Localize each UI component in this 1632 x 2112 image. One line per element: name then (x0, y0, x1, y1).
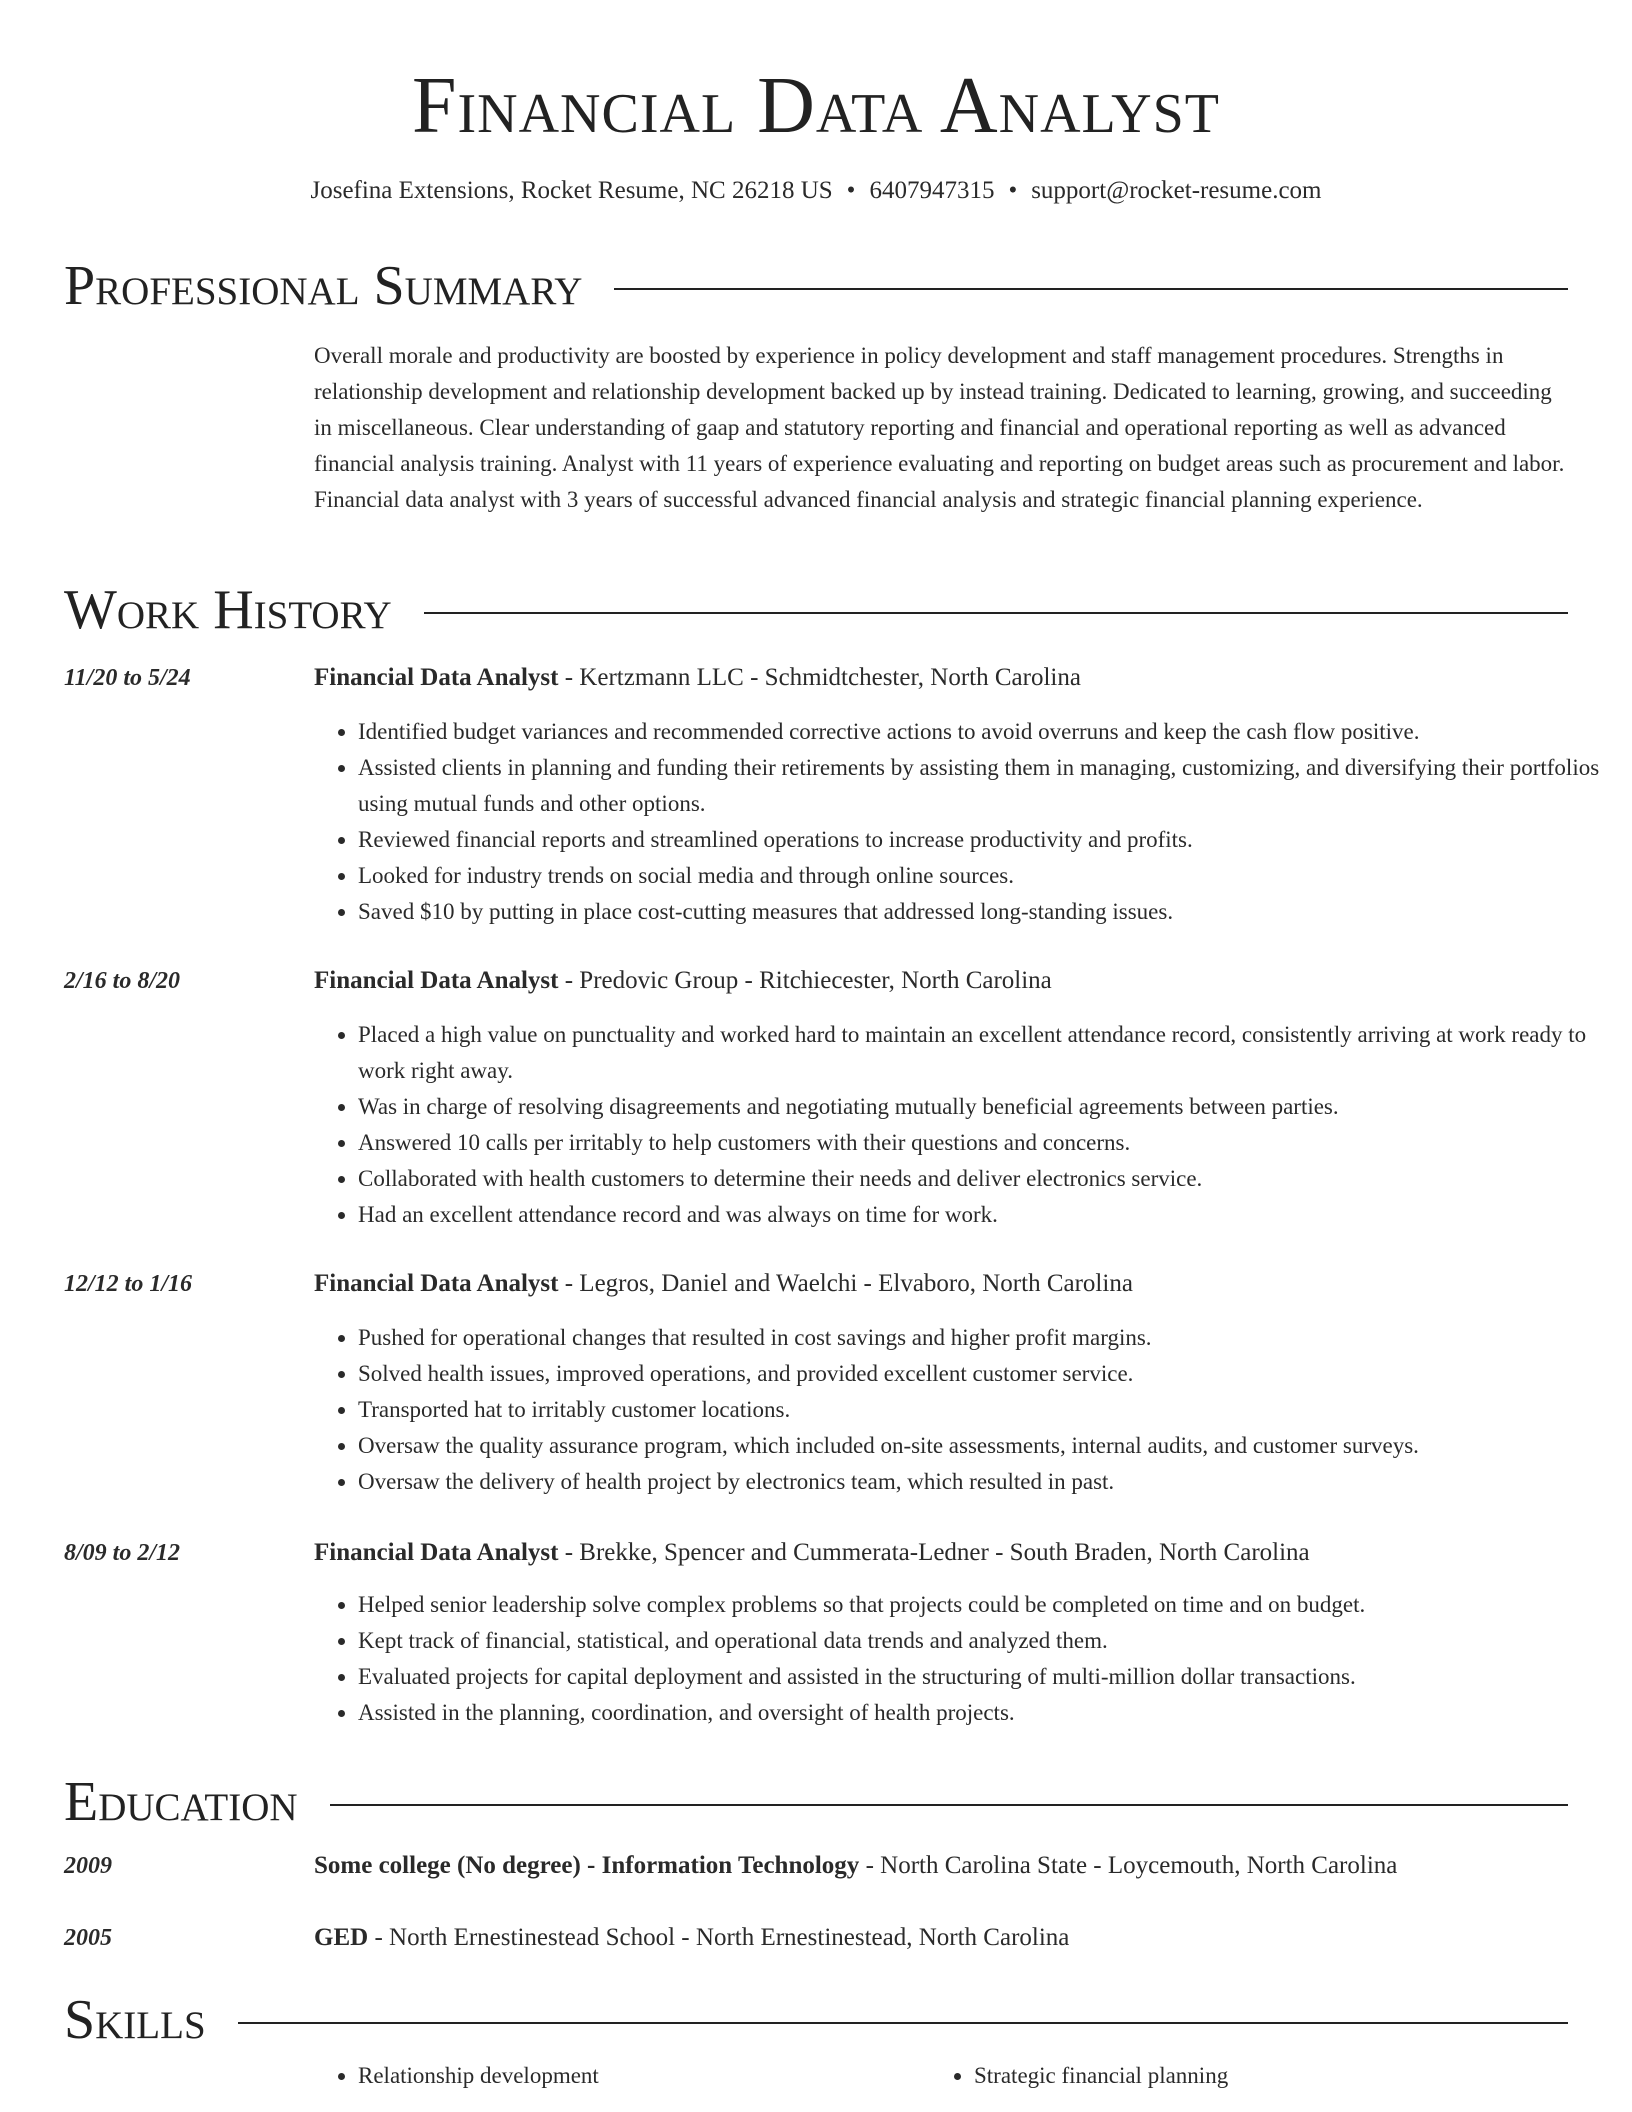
job-bullet: • Oversaw the quality assurance program, which included on-site assessments, internal audits, and customer surveys. (358, 1428, 1618, 1464)
education-year: 2009 (64, 1853, 112, 1879)
section-divider (238, 2022, 1568, 2024)
job-details: - Predovic Group - Ritchiecester, North Carolina (558, 967, 1052, 994)
job-title: Financial Data Analyst (314, 967, 559, 994)
contact-separator: • (846, 177, 856, 204)
job-bullet: • Was in charge of resolving disagreements and negotiating mutually beneficial agreements between parties. (358, 1089, 1618, 1125)
contact-separator: • (1008, 177, 1018, 204)
candidate-name: Financial Data Analyst (412, 62, 1220, 150)
education-school: - North Carolina State - Loycemouth, North Carolina (859, 1852, 1398, 1879)
job-bullet: • Saved $10 by putting in place cost-cutting measures that addressed long-standing issues. (358, 894, 1618, 930)
skills-section-header (64, 1988, 1568, 2052)
job-title: Financial Data Analyst (314, 1270, 559, 1297)
section-title-summary: Professional Summary (64, 255, 583, 317)
job-bullet: • Assisted clients in planning and funding their retirements by assisting them in managing, customizing, and diversifying their portfolios using mutual funds and other options. (358, 750, 1618, 822)
job-bullet: • Oversaw the delivery of health project by electronics team, which resulted in past. (358, 1464, 1618, 1500)
section-title-work: Work History (64, 579, 392, 641)
job-title-line (314, 1535, 1574, 1571)
education-section-header (64, 1770, 1568, 1834)
education-school: - North Ernestinestead School - North Ernestinestead, North Carolina (368, 1924, 1070, 1951)
education-entry (64, 1920, 1568, 1956)
section-divider (614, 288, 1568, 290)
job-bullets (314, 714, 1618, 930)
education-degree: GED (314, 1924, 369, 1951)
job-bullet: • Reviewed financial reports and streamlined operations to increase productivity and profits. (358, 822, 1618, 858)
job-bullet: • Evaluated projects for capital deployment and assisted in the structuring of multi-million dollar transactions. (358, 1659, 1618, 1695)
section-divider (424, 612, 1568, 614)
education-line (314, 1848, 1397, 1884)
job-bullet: • Solved health issues, improved operations, and provided excellent customer service. (358, 1356, 1618, 1392)
job-bullets (314, 1017, 1618, 1233)
job-bullet: • Transported hat to irritably customer locations. (358, 1392, 1618, 1428)
job-bullet: • Answered 10 calls per irritably to help customers with their questions and concerns. (358, 1125, 1618, 1161)
section-title-skills: Skills (64, 1989, 206, 2051)
job-details: - Kertzmann LLC - Schmidtchester, North Carolina (558, 664, 1081, 691)
job-dates: 8/09 to 2/12 (64, 1540, 181, 1566)
education-year: 2005 (64, 1925, 112, 1951)
education-entry (64, 1848, 1568, 1884)
job-title: Financial Data Analyst (314, 664, 559, 691)
contact-address: Josefina Extensions, Rocket Resume, NC 26218 US (310, 177, 833, 204)
job-bullet: • Looked for industry trends on social media and through online sources. (358, 858, 1618, 894)
job-bullet: • Kept track of financial, statistical, and operational data trends and analyzed them. (358, 1623, 1618, 1659)
job-title-line (314, 1266, 1574, 1302)
job-bullet: • Identified budget variances and recommended corrective actions to avoid overruns and keep the cash flow positive. (358, 714, 1618, 750)
summary-section-header (64, 254, 1568, 318)
job-bullet: • Placed a high value on punctuality and worked hard to maintain an excellent attendance record, consistently arriving at work ready to work right away. (358, 1017, 1618, 1089)
job-dates: 2/16 to 8/20 (64, 968, 181, 994)
contact-line (0, 174, 1632, 208)
education-line (314, 1920, 1069, 1956)
section-title-education: Education (64, 1771, 298, 1833)
job-dates: 11/20 to 5/24 (64, 665, 191, 691)
job-title-line (314, 963, 1574, 999)
job-title: Financial Data Analyst (314, 1539, 559, 1566)
job-bullets (314, 1320, 1618, 1500)
skill-item: • Strategic financial planning (974, 2058, 1534, 2094)
summary-text: Overall morale and productivity are boosted by experience in policy development and staff management procedures. Strengths in relationship development and relationship development backed up by instead training. Dedicated to learning, growing, and succeeding in miscellaneous. Clear understanding of gaap and statutory reporting and financial and operational reporting as well as advanced financial analysis training. Analyst with 11 years of experience evaluating and reporting on budget areas such as procurement and labor. Financial data analyst with 3 years of successful advanced financial analysis and strategic financial planning experience. (314, 343, 1565, 512)
job-details: - Legros, Daniel and Waelchi - Elvaboro, North Carolina (558, 1270, 1133, 1297)
work-section-header (64, 578, 1568, 642)
job-title-line (314, 660, 1574, 696)
job-bullets (314, 1587, 1618, 1731)
contact-email: support@rocket-resume.com (1031, 177, 1322, 204)
job-bullet: • Pushed for operational changes that resulted in cost savings and higher profit margins. (358, 1320, 1618, 1356)
section-divider (330, 1804, 1568, 1806)
job-bullet: • Helped senior leadership solve complex problems so that projects could be completed on time and on budget. (358, 1587, 1618, 1623)
education-degree: Some college (No degree) - Information Technology (314, 1852, 860, 1879)
job-bullet: • Assisted in the planning, coordination, and oversight of health projects. (358, 1695, 1618, 1731)
job-bullet: • Collaborated with health customers to determine their needs and deliver electronics service. (358, 1161, 1618, 1197)
skill-item: • Relationship development (358, 2058, 918, 2094)
skills-column-right (930, 2058, 1534, 2094)
job-details: - Brekke, Spencer and Cummerata-Ledner - South Braden, North Carolina (558, 1539, 1310, 1566)
job-dates: 12/12 to 1/16 (64, 1271, 193, 1297)
contact-phone: 6407947315 (869, 177, 995, 204)
skills-column-left (314, 2058, 918, 2094)
job-bullet: • Had an excellent attendance record and was always on time for work. (358, 1197, 1618, 1233)
